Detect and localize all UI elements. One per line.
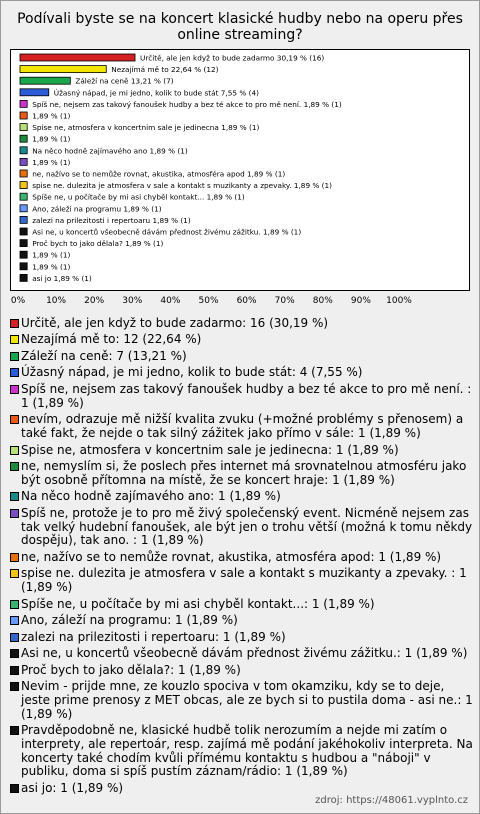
legend-swatch — [10, 569, 19, 578]
legend-swatch — [10, 682, 19, 691]
bar-19 — [20, 274, 27, 281]
x-tick-label: 20% — [84, 296, 105, 306]
bar-10 — [20, 170, 27, 177]
legend-label: asi jo: 1 (1,89 %) — [21, 780, 124, 795]
legend-label: Ano, záleží na programu: 1 (1,89 %) — [21, 613, 238, 628]
bar-label-0: Určitě, ale jen když to bude zadarmo 30,19 % (16) — [140, 53, 325, 63]
legend-label: Pravděpodobně ne, klasické hudbě tolik nerozumím a nejde mi zatím o interprety, ale repertoár, resp. zajímá mě podání jakéhokoliv interpreta. Na koncerty také chodím kvůli přímému kontaktu s hudbou a "náboji" v publiku, doma si spíš pustím záznam/rádio: 1 (1,89 %) — [21, 723, 473, 779]
bar-18 — [20, 263, 27, 270]
bar-label-8: Na něco hodně zajímavého ano 1,89 % (1) — [32, 146, 188, 156]
bar-group-11 — [20, 181, 332, 190]
bar-label-10: ne, nažívo se to nemůže rovnat, akustika, atmosféra apod 1,89 % (1) — [32, 169, 286, 179]
legend-swatch — [10, 616, 19, 625]
bar-16 — [20, 240, 27, 247]
legend-label: Proč bych to jako dělala?: 1 (1,89 %) — [21, 662, 241, 677]
bar-label-18: 1,89 % (1) — [32, 262, 71, 272]
bar-group-13 — [20, 204, 162, 213]
x-tick-label: 0% — [10, 296, 26, 306]
x-tick-label: 60% — [236, 296, 257, 306]
legend-label: Spíše ne, u počítače by mi asi chyběl kontakt...: 1 (1,89 %) — [21, 596, 375, 611]
legend-item — [8, 567, 474, 595]
bar-group-17 — [20, 251, 71, 260]
bar-15 — [20, 228, 27, 235]
legend-label: Záleží na ceně: 7 (13,21 %) — [21, 348, 187, 363]
bar-label-12: Spíše ne, u počítače by mi asi chyběl kontakt... 1,89 % (1) — [32, 192, 245, 202]
legend-item — [8, 350, 474, 364]
bar-group-5 — [20, 112, 71, 121]
bar-group-15 — [20, 228, 301, 237]
bar-label-19: asi jo 1,89 % (1) — [32, 273, 92, 283]
bar-label-16: Proč bych to jako dělala? 1,89 % (1) — [32, 239, 164, 249]
x-tick-label: 30% — [122, 296, 143, 306]
bar-group-16 — [20, 239, 164, 248]
x-tick-label: 70% — [274, 296, 295, 306]
source-note: zdroj: https://48061.vyplnto.cz — [315, 795, 468, 806]
bar-group-6 — [20, 123, 260, 132]
bar-label-7: 1,89 % (1) — [32, 134, 71, 144]
x-tick-label: 40% — [160, 296, 181, 306]
bar-5 — [20, 112, 27, 119]
bar-group-9 — [20, 158, 71, 167]
legend-item — [8, 444, 474, 458]
bars-svg — [11, 50, 469, 290]
bar-12 — [20, 193, 27, 200]
bar-label-15: Asi ne, u koncertů všeobecně dávám přednost živému zážitku. 1,89 % (1) — [32, 227, 302, 237]
legend-item — [8, 490, 474, 504]
bar-label-14: zalezi na prilezitosti i repertoaru 1,89 % (1) — [32, 215, 191, 225]
legend-label: Nezajímá mě to: 12 (22,64 %) — [21, 332, 202, 347]
legend-label: Asi ne, u koncertů všeobecně dávám přednost živému zážitku.: 1 (1,89 %) — [21, 646, 468, 661]
bar-8 — [20, 147, 27, 154]
bar-label-2: Záleží na ceně 13,21 % (7) — [75, 76, 174, 86]
legend-swatch — [10, 352, 19, 361]
bar-0 — [20, 54, 135, 61]
x-tick-label: 50% — [198, 296, 219, 306]
bar-14 — [20, 216, 27, 223]
x-tick-label: 80% — [312, 296, 333, 306]
bar-label-5: 1,89 % (1) — [32, 111, 71, 121]
legend-swatch — [10, 446, 19, 455]
legend-swatch — [10, 784, 19, 793]
legend-label: Určitě, ale jen když to bude zadarmo: 16 (30,19 %) — [21, 316, 329, 330]
bar-group-0 — [20, 54, 324, 63]
x-tick-label: 10% — [46, 296, 67, 306]
legend-swatch — [10, 509, 19, 518]
bar-group-10 — [20, 170, 285, 179]
bar-13 — [20, 205, 27, 212]
bar-label-1: Nezajímá mě to 22,64 % (12) — [111, 65, 219, 75]
legend-label: zalezi na prilezitosti i repertoaru: 1 (1,89 %) — [21, 629, 286, 644]
legend-swatch — [10, 649, 19, 658]
legend-item — [8, 507, 474, 548]
legend-swatch — [10, 415, 19, 424]
legend-label: Spíš ne, protože je to pro mě živý společenský event. Nicméně nejsem zas tak velký hudební fanoušek, ale být jen o trohu větší (možná k tomu někdy dospěju), tak ano. : 1 (1,89 %) — [21, 505, 473, 548]
bar-group-14 — [20, 216, 191, 225]
legend-item — [8, 551, 474, 565]
bar-group-12 — [20, 193, 245, 202]
legend-item — [8, 664, 474, 678]
bar-group-18 — [20, 262, 71, 271]
bar-label-4: Spíš ne, nejsem zas takový fanoušek hudby a bez té akce to pro mě není. 1,89 % (1) — [32, 99, 342, 109]
bar-4 — [20, 100, 27, 107]
legend-swatch — [10, 368, 19, 377]
x-axis-ticks — [0, 296, 480, 310]
bar-label-13: Ano, záleží na programu 1,89 % (1) — [32, 204, 162, 214]
legend-item — [8, 598, 474, 612]
bar-2 — [20, 77, 70, 84]
legend-item — [8, 460, 474, 488]
x-tick-label: 90% — [350, 296, 371, 306]
legend-label: spise ne. dulezita je atmosfera v sale a kontakt s muzikanty a zpevaky. : 1 (1,89 %) — [21, 566, 467, 595]
bar-7 — [20, 135, 27, 142]
bar-group-19 — [20, 274, 92, 283]
legend-swatch — [10, 600, 19, 609]
bar-1 — [20, 66, 106, 73]
legend-item — [8, 782, 474, 796]
legend-item — [8, 614, 474, 628]
bar-11 — [20, 182, 27, 189]
legend-label: ne, nemyslím si, že poslech přes internet má srovnatelnou atmosféru jako být osobně přítomna na místě, že se koncert hraje: 1 (1,89 %) — [21, 458, 467, 487]
bar-group-4 — [20, 100, 342, 109]
bar-group-8 — [20, 146, 188, 155]
legend-item — [8, 317, 474, 331]
chart-title: Podívali byste se na koncert klasické hudby nebo na operu přes online streaming? — [17, 11, 463, 43]
bar-group-1 — [20, 65, 219, 74]
bar-label-11: spise ne. dulezita je atmosfera v sale a kontakt s muzikanty a zpevaky. 1,89 % (1) — [32, 181, 333, 191]
bar-label-6: Spise ne, atmosfera v koncertnim sale je jedinecna 1,89 % (1) — [32, 123, 260, 133]
legend-swatch — [10, 335, 19, 344]
bar-17 — [20, 251, 27, 258]
legend — [8, 317, 474, 798]
legend-item — [8, 383, 474, 411]
legend-item — [8, 724, 474, 779]
bar-3 — [20, 89, 49, 96]
legend-label: Nevim - prijde mne, ze kouzlo spociva v tom okamziku, kdy se to deje, jeste prime prenosy z MET obcas, ale ze bych si to pustila doma - asi ne.: 1 (1,89 %) — [21, 679, 473, 721]
legend-swatch — [10, 666, 19, 675]
legend-swatch — [10, 633, 19, 642]
bar-label-9: 1,89 % (1) — [32, 157, 71, 167]
bar-group-2 — [20, 77, 174, 86]
legend-item — [8, 631, 474, 645]
legend-label: Spíš ne, nejsem zas takový fanoušek hudby a bez té akce to pro mě není. : 1 (1,89 %) — [21, 381, 472, 410]
legend-item — [8, 647, 474, 661]
legend-swatch — [10, 553, 19, 562]
bar-group-3 — [20, 88, 259, 97]
x-tick-label: 100% — [386, 296, 412, 306]
legend-label: ne, nažívo se to nemůže rovnat, akustika, atmosféra apod: 1 (1,89 %) — [21, 549, 442, 564]
legend-swatch — [10, 492, 19, 501]
bar-6 — [20, 124, 27, 131]
legend-swatch — [10, 319, 19, 328]
bar-label-3: Úžasný nápad, je mi jedno, kolik to bude stát 7,55 % (4) — [53, 88, 259, 98]
bar-label-17: 1,89 % (1) — [32, 250, 71, 260]
legend-swatch — [10, 462, 19, 471]
legend-item — [8, 333, 474, 347]
bar-9 — [20, 158, 27, 165]
plot-area — [10, 49, 470, 291]
legend-item — [8, 413, 474, 441]
legend-swatch — [10, 726, 19, 735]
legend-item — [8, 680, 474, 721]
legend-label: nevím, odrazuje mě nižší kvalita zvuku (+možné problémy s přenosem) a také fakt, že nejde o tak silný zážitek jako přímo v sále: 1 (1,89 %) — [21, 412, 464, 441]
legend-label: Spise ne, atmosfera v koncertnim sale je jedinecna: 1 (1,89 %) — [21, 442, 399, 457]
legend-swatch — [10, 385, 19, 394]
bar-group-7 — [20, 135, 71, 144]
legend-label: Na něco hodně zajímavého ano: 1 (1,89 %) — [21, 489, 281, 504]
legend-item — [8, 366, 474, 380]
legend-label: Úžasný nápad, je mi jedno, kolik to bude stát: 4 (7,55 %) — [21, 365, 363, 380]
